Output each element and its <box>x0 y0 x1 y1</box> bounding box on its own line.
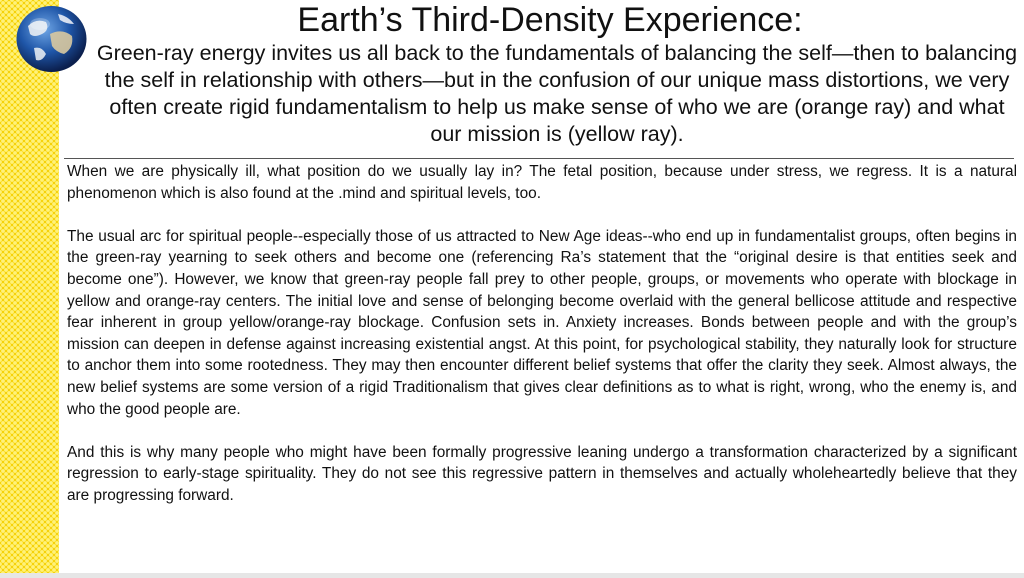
paragraph: And this is why many people who might have been formally progressive leaning undergo a transformation characterized by a significant regression to early-stage spirituality. They do not see this regressive pattern in themselves and actually wholeheartedly believe that they are progressing forward. <box>67 443 1017 504</box>
paragraph: The usual arc for spiritual people--especially those of us attracted to New Age ideas--who end up in fundamentalist groups, often begins in the green-ray yearning to seek others and become one (referencing Ra’s statement that the “original desire is that entities seek and become one”). However, we know that green-ray people fall prey to other people, groups, or movements who operate with blockage in yellow and orange-ray centers. The initial love and sense of belonging become overlaid with the general bellicose attitude and respective fear inherent in group yellow/orange-ray blockage. Confusion sets in. Anxiety increases. Bonds between people and with the group’s mission can deepen in defense against increasing existential angst. At this point, for psychological stability, they naturally look for structure to anchor them into some rootedness. They may then encounter different belief systems that offer the clarity they seek. Almost always, the new belief systems are some version of a rigid Traditionalism that gives clear definitions as to what is right, wrong, who the enemy is, and who the good people are. <box>67 227 1017 418</box>
bottom-bar <box>0 573 1024 578</box>
decorative-side-strip <box>0 0 59 578</box>
page-title: Earth’s Third-Density Experience: <box>297 1 803 39</box>
earth-globe-icon <box>14 4 89 74</box>
page-subtitle: Green-ray energy invites us all back to the fundamentals of balancing the self—then to balancing the self in relationship with others—but in the confusion of our unique mass distortions, we very often create rigid fundamentalism to help us make sense of who we are (orange ray) and what our mission is (yellow ray). <box>96 41 1018 146</box>
body-text <box>67 161 1017 528</box>
paragraph: When we are physically ill, what position do we usually lay in? The fetal position, because under stress, we regress. It is a natural phenomenon which is also found at the .mind and spiritual levels, too. <box>67 163 1017 202</box>
divider <box>64 158 1014 159</box>
